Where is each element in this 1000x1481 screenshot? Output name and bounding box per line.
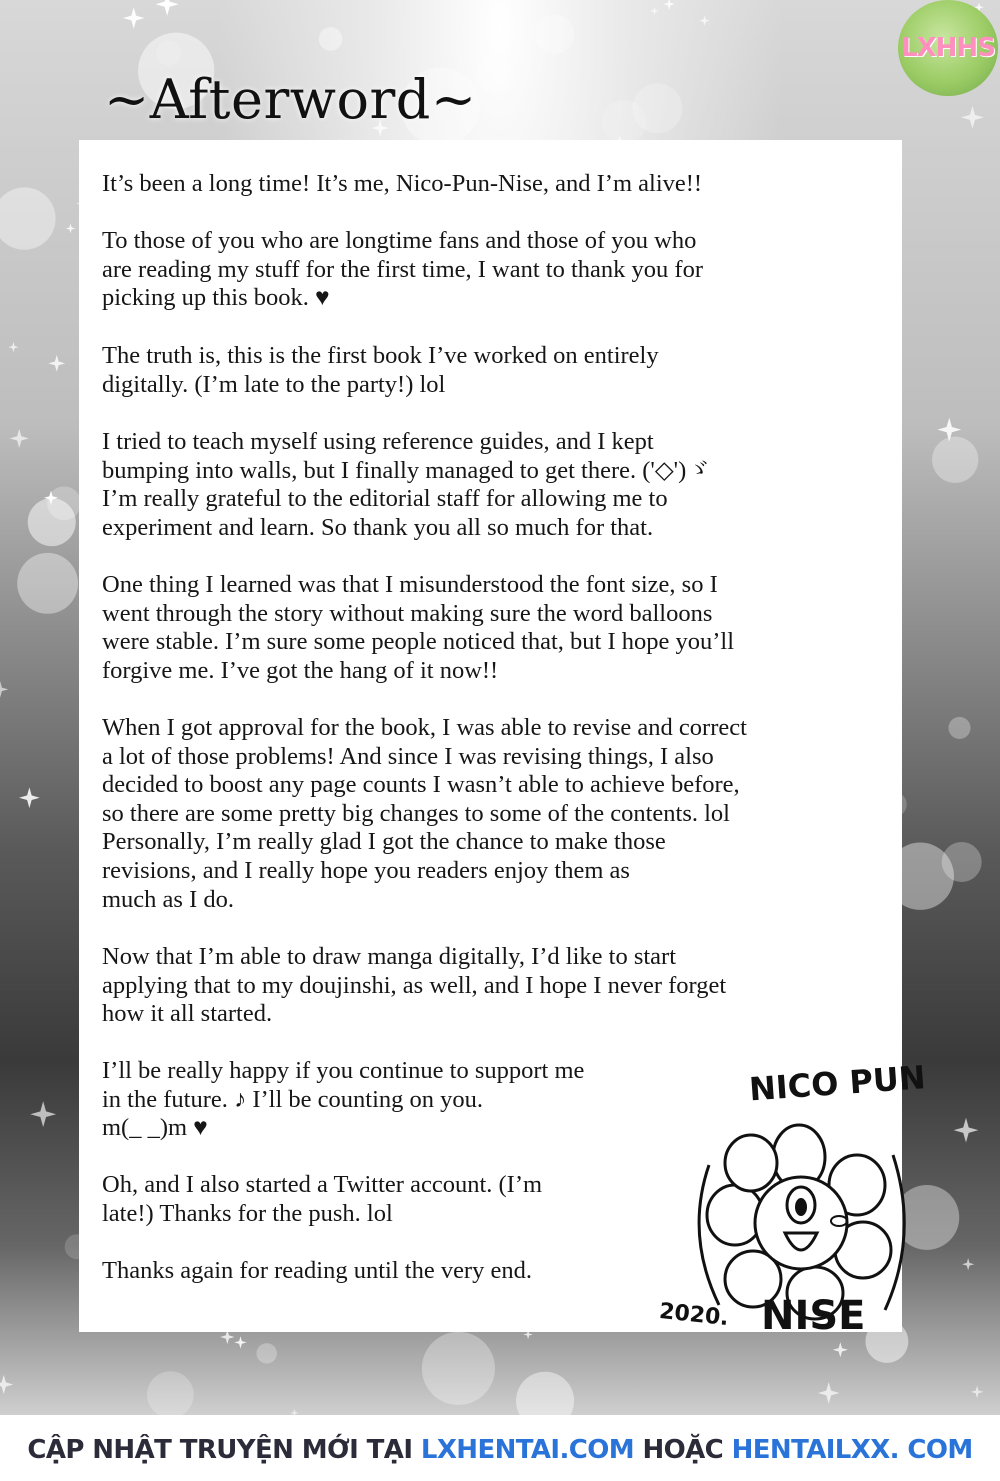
letter-paragraph: It’s been a long time! It’s me, Nico-Pun-Nise, and I’m alive!! bbox=[102, 170, 703, 197]
page-title: ~Afterword~ bbox=[104, 68, 477, 131]
letter-paragraph: Thanks again for reading until the very end. bbox=[102, 1257, 532, 1284]
signature-bottom-text: NISE bbox=[761, 1293, 866, 1339]
letter-paragraph: Oh, and I also started a Twitter account. (I’m late!) Thanks for the push. lol bbox=[102, 1171, 543, 1227]
footer-prefix: CẬP NHẬT TRUYỆN MỚI TẠI bbox=[27, 1435, 421, 1465]
footer-banner bbox=[0, 1422, 1000, 1478]
letter-paragraph: The truth is, this is the first book I’ve worked on entirely digitally. (I’m late to the party!) lol bbox=[102, 342, 659, 398]
letter-paragraph: To those of you who are longtime fans and those of you who are reading my stuff for the first time, I want to thank you for picking up this book. ♥ bbox=[102, 227, 703, 312]
watermark-logo bbox=[898, 0, 998, 96]
flower-eye-icon bbox=[787, 1187, 815, 1223]
footer-site-link-2[interactable]: HENTAILXX. COM bbox=[731, 1435, 973, 1465]
footer-site-link-1[interactable]: LXHENTAI.COM bbox=[420, 1435, 635, 1465]
signature-top-text: NICO PUN bbox=[747, 1058, 927, 1109]
bracket-right-icon bbox=[885, 1155, 904, 1310]
letter-paragraph: One thing I learned was that I misunderstood the font size, so I went through the story without making sure the word balloons were stable. I’m sure some people noticed that, but I hope you’ll forgive me. I’ve got the hang of it now!! bbox=[102, 571, 735, 684]
footer-middle: HOẶC bbox=[634, 1435, 732, 1465]
author-signature-flower bbox=[657, 1045, 927, 1339]
watermark-logo-text: LXHHS bbox=[901, 33, 995, 63]
letter-card bbox=[79, 140, 927, 1339]
letter-paragraph: Now that I’m able to draw manga digitally, I’d like to start applying that to my doujinshi, as well, and I hope I never forget how it all started. bbox=[102, 943, 727, 1028]
letter-paragraph: When I got approval for the book, I was able to revise and correct a lot of those problems! And since I was revising things, I also decided to boost any page counts I wasn’t able to achieve before, so there are some pretty big changes to some of the contents. lol Personally, I’m really glad I got the chance to make those revisions, and I really hope you readers enjoy them as much as I do. bbox=[102, 714, 747, 913]
letter-paragraph: I’ll be really happy if you continue to support me in the future. ♪ I’ll be counting on you. m(_ _)m ♥ bbox=[102, 1057, 585, 1142]
signature-year: 2020. bbox=[657, 1298, 730, 1332]
letter-paragraph: I tried to teach myself using reference guides, and I kept bumping into walls, but I finally managed to get there. ('◇')ゞ I’m really grateful to the editorial staff for allowing me to experiment and learn. So thank you all so much for that. bbox=[102, 428, 711, 541]
